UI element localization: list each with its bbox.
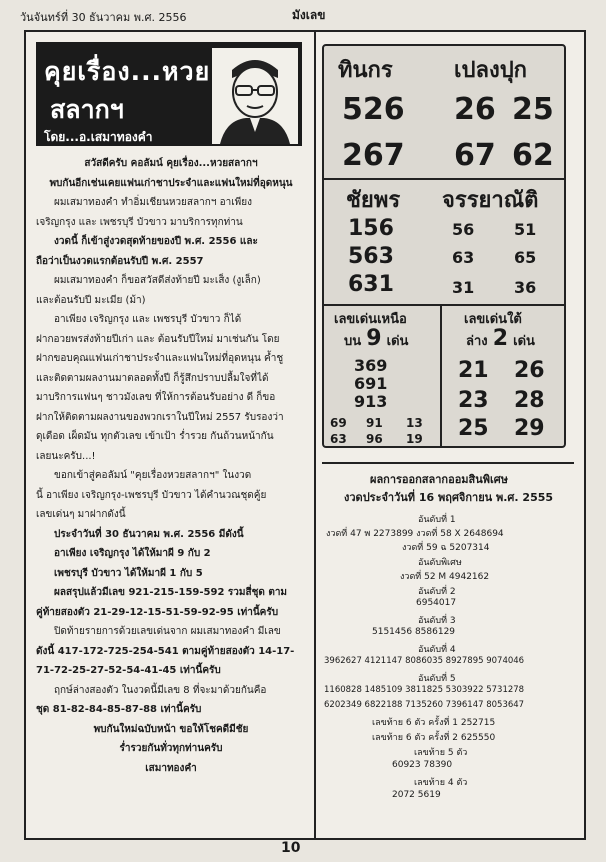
south-digit: 2	[492, 326, 509, 351]
page-frame	[24, 30, 586, 840]
article-line: ฝากขอบคุณแฟนเก่าชาประจำและแฟนใหม่ที่อุดหนุน ค้ำชู	[36, 353, 284, 364]
result-row: อันดับพิเศษ	[418, 558, 462, 568]
article-line: พบกันใหม่ฉบับหน้า ขอให้โชคดีมีชัย	[93, 723, 249, 735]
result-row: อันดับที่ 3	[418, 616, 456, 626]
issue-date: วันจันทร์ที่ 30 ธันวาคม พ.ศ. 2556	[20, 11, 187, 24]
article-line: และติดตามผลงานมาตลอดทั้งปี ก็รู้สึกปราบปลื้มใจที่ได้	[36, 372, 269, 384]
lucky-number: 25	[458, 416, 489, 441]
divider	[324, 178, 564, 180]
result-row: เลขท้าย 6 ตัว ครั้งที่ 1 252715	[372, 718, 496, 728]
lucky-number: 69	[330, 416, 347, 430]
result-row: เลขท้าย 6 ตัว ครั้งที่ 2 625550	[372, 733, 496, 743]
article-line: พบกันอีกเช่นเคยแฟนเก่าชาประจำและแฟนใหม่ที่อุดหนุน	[49, 177, 293, 189]
article-line: เลขเด่นๆ มาฝากดังนี้	[36, 509, 126, 520]
divider	[324, 304, 564, 306]
result-row: 3962627 4121147 8086035 8927895 9074046	[324, 656, 525, 666]
savings-lottery-results	[322, 462, 574, 834]
south-label-lower: ล่าง	[466, 334, 488, 349]
lucky-number: 631	[348, 272, 394, 297]
lottery-numbers-box	[322, 44, 566, 448]
article-line: อาเพียง เจริญกรุง และ เพชรบุรี บัวขาว ก็ได้	[54, 314, 242, 325]
article-line: ปิดท้ายรายการด้วยเลขเด่นจาก ผมเสมาทองคำ มีเลข	[54, 626, 281, 637]
lucky-number: 26	[514, 358, 545, 383]
result-row: งวดที่ 47 พ 2273899 งวดที่ 58 X 2648694	[326, 529, 504, 539]
lucky-number: 267	[342, 138, 405, 173]
lucky-number: 36	[514, 278, 537, 297]
article-line: นี้ อาเพียง เจริญกรุง-เพชรบุรี บัวขาว ได้คำนวณชุดคู้ย	[36, 489, 267, 501]
forecaster-name: ทินกร	[338, 58, 393, 83]
south-section	[442, 308, 564, 446]
lucky-number: 526	[342, 92, 405, 127]
lucky-number: 51	[514, 220, 537, 239]
article-line: ชุด 81-82-84-85-87-88 เท่านี้ครับ	[36, 704, 202, 715]
results-title: ผลการออกสลากออมสินพิเศษ	[370, 473, 509, 486]
results-subtitle: งวดประจำวันที่ 16 พฤศจิกายน พ.ศ. 2555	[344, 491, 554, 504]
forecaster-name: ชัยพร	[346, 188, 401, 213]
lucky-number: 31	[452, 278, 475, 297]
result-row: อันดับที่ 5	[418, 674, 456, 684]
lucky-number: 563	[348, 244, 394, 269]
lucky-number: 156	[348, 216, 394, 241]
lucky-number: 19	[406, 432, 423, 446]
article-line: มาบริการแฟนๆ ชาวมังเลข ที่ให้การต้อนรับอย่าง ดี ก็ขอ	[36, 392, 276, 403]
article-line: ผมเสมาทองคำ ก็ขอสวัสดีส่งท้ายปี มะเส็ง (งูเล็ก)	[54, 275, 261, 286]
result-row: 6202349 6822188 7135260 7396147 8053647	[324, 700, 525, 710]
lucky-number: 29	[514, 416, 545, 441]
south-label-line	[466, 326, 535, 351]
result-row: อันดับที่ 2	[418, 587, 456, 597]
lucky-number: 96	[366, 432, 383, 446]
result-row: เลขท้าย 4 ตัว	[414, 778, 468, 788]
result-row: 6954017	[416, 598, 457, 608]
top-section	[324, 52, 564, 176]
lucky-number: 25	[512, 92, 554, 127]
article-line: เลยนะครับ...!	[36, 450, 96, 462]
article-line: ฝากให้ติดตามผลงานของพวกเราในปีใหม่ 2557 รับรองว่า	[36, 411, 284, 423]
forecaster-name: จรรยาณัติ	[442, 188, 539, 213]
article-line: ร่ำรวยกันทั่วทุกท่านครับ	[119, 743, 223, 754]
lucky-number: 67	[454, 138, 496, 173]
article-line: ผลสรุปแล้วมีเลข 921-215-159-592 รวมสี่ชุด ตาม	[54, 587, 288, 598]
lucky-number: 21	[458, 358, 489, 383]
article-line: งวดนี้ ก็เข้าสู่งวดสุดท้ายของปี พ.ศ. 2556 และ	[54, 236, 258, 247]
author-signature: เสมาทองคำ	[145, 762, 197, 774]
banner-title-2: สลากฯ	[50, 95, 124, 124]
article-column	[26, 32, 316, 838]
lucky-number: 691	[354, 374, 388, 393]
lucky-number: 913	[354, 392, 388, 411]
article-line: ฝากอวยพรส่งท้ายปีเก่า และ ต้อนรับปีใหม่ มาเช่นกัน โดย	[36, 333, 280, 345]
north-label-suffix: เด่น	[386, 334, 409, 349]
article-line: ประจำวันที่ 30 ธันวาคม พ.ศ. 2556 มีดังนี้	[54, 528, 244, 540]
column-banner	[36, 42, 302, 146]
lucky-number: 65	[514, 248, 537, 267]
middle-section	[324, 182, 564, 302]
north-section	[324, 308, 440, 446]
forecaster-name: เปลงปุก	[454, 58, 527, 83]
north-digit: 9	[366, 326, 382, 351]
result-row: 1160828 1485109 3811825 5303922 5731278	[324, 685, 525, 695]
article-line: ฤกษ์ล่างสองตัว ในงวดนี้มีเลข 8 ที่จะมาด้วยกันคือ	[54, 684, 267, 696]
article-line: ผมเสมาทองคำ ทำอิ่มเชียนหวยสลากฯ อาเพียง	[54, 197, 252, 208]
article-line: 71-72-25-27-52-54-41-45 เท่านี้ครับ	[36, 665, 221, 676]
north-label-line	[344, 326, 408, 351]
numbers-column	[316, 32, 584, 838]
lucky-number: 63	[330, 432, 347, 446]
author-caricature	[212, 48, 298, 144]
article-line: อาเพียง เจริญกรุง ได้ให้มาผี 9 กับ 2	[54, 548, 211, 559]
north-label: เลขเด่นเหนือ	[334, 312, 407, 327]
article-line: เพชรบุรี บัวขาว ได้ให้มาผี 1 กับ 5	[54, 567, 203, 579]
article-line: ดุเดือด เผ็ดมัน ทุกตัวเลข เข้าเป้า ร่ำรวย กันถ้วนหน้ากัน	[36, 431, 274, 442]
lucky-number: 63	[452, 248, 475, 267]
lucky-number: 369	[354, 356, 388, 375]
result-row: 5151456 8586129	[372, 627, 456, 637]
lucky-number: 62	[512, 138, 554, 173]
article-line: ดังนี้ 417-172-725-254-541 ตามคู่ท้ายสองตัว 14-17-	[36, 645, 295, 657]
result-row: งวดที่ 59 ฉ 5207314	[402, 543, 490, 553]
article-line: เจริญกรุง และ เพชรบุรี บัวขาว มาบริการทุกท่าน	[36, 216, 243, 228]
lucky-number: 56	[452, 220, 475, 239]
result-row: อันดับที่ 4	[418, 645, 456, 655]
result-row: 2072 5619	[392, 790, 441, 800]
article-line: คู่ท้ายสองตัว 21-29-12-15-51-59-92-95 เท่านี้ครับ	[36, 606, 279, 618]
lucky-number: 13	[406, 416, 423, 430]
article-body	[36, 154, 306, 778]
result-row: งวดที่ 52 M 4942162	[400, 572, 490, 582]
south-label: เลขเด่นใต้	[464, 312, 522, 327]
lucky-number: 26	[454, 92, 496, 127]
result-row: อันดับที่ 1	[418, 515, 456, 525]
lucky-number: 28	[514, 388, 545, 413]
article-line: และต้อนรับปี มะเมีย (ม้า)	[36, 294, 146, 306]
north-label-upper: บน	[344, 334, 362, 349]
banner-byline: โดย...อ.เสมาทองคำ	[44, 130, 153, 144]
result-row: เลขท้าย 5 ตัว	[414, 748, 468, 758]
result-row: 60923 78390	[392, 760, 453, 770]
page-number: 10	[281, 840, 301, 856]
banner-title-1: คุยเรื่อง...หวย	[44, 57, 211, 86]
article-line: สวัสดีครับ คอลัมน์ คุยเรื่อง...หวยสลากฯ	[84, 158, 258, 169]
page-header	[20, 6, 586, 24]
south-label-suffix: เด่น	[513, 334, 535, 349]
publication-name: มังเลข	[292, 8, 326, 22]
article-line: ขอกเข้าสู่คอลัมน์ "คุยเรื่องหวยสลากฯ" ในงวด	[54, 470, 252, 481]
lucky-number: 91	[366, 416, 383, 430]
article-line: ถือว่าเป็นงวดแรกต้อนรับปี พ.ศ. 2557	[36, 255, 204, 267]
lucky-number: 23	[458, 388, 489, 413]
